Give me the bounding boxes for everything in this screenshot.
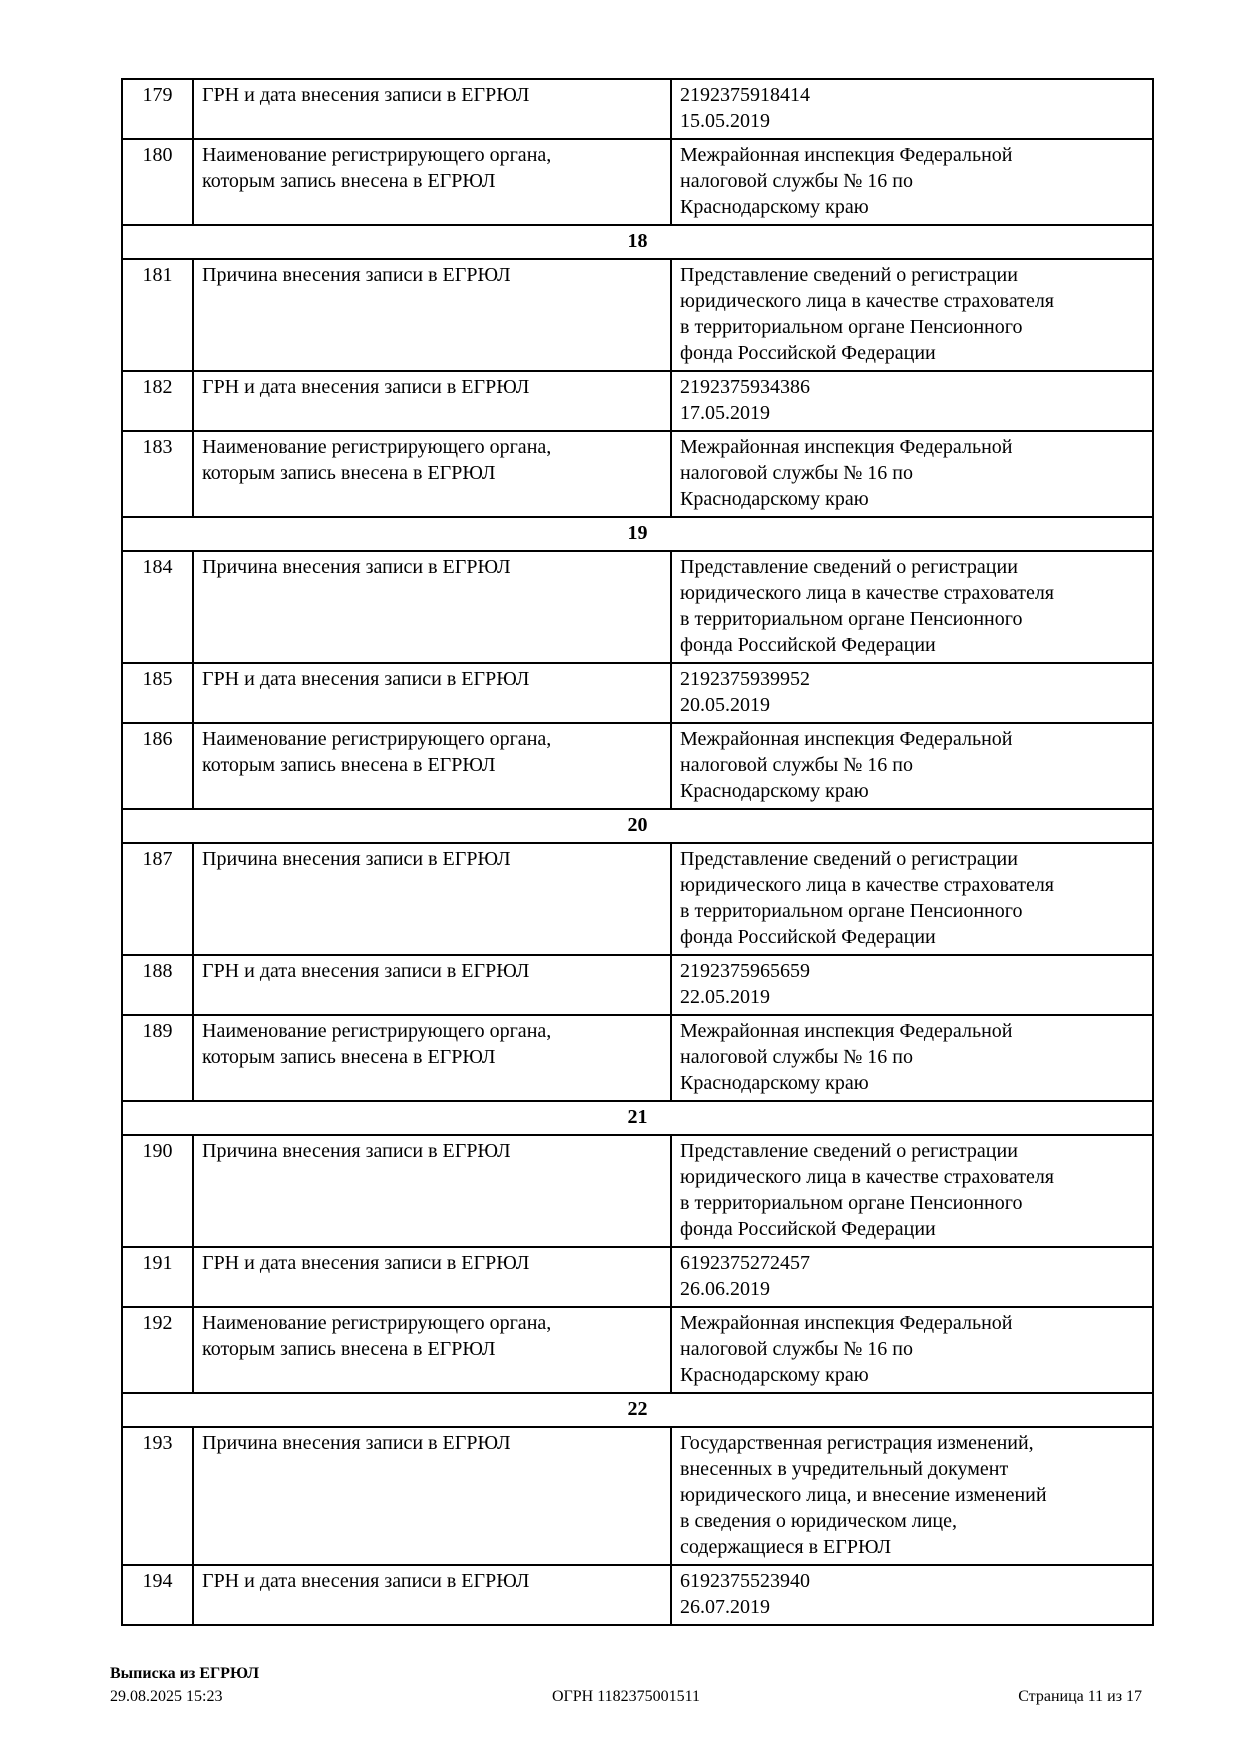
- table-row: [122, 1135, 1153, 1247]
- value-line: налоговой службы № 16 по: [680, 754, 913, 776]
- label-line: Наименование регистрирующего органа,: [202, 144, 552, 166]
- row-value: [671, 843, 1153, 955]
- value-line: 6192375523940: [680, 1570, 810, 1592]
- value-line: Представление сведений о регистрации: [680, 848, 1018, 870]
- value-line: Краснодарскому краю: [680, 196, 869, 218]
- label-line: которым запись внесена в ЕГРЮЛ: [202, 170, 496, 192]
- row-number: 189: [122, 1015, 193, 1101]
- value-line: 15.05.2019: [680, 110, 770, 132]
- section-number-row: [122, 517, 1153, 551]
- table-row: [122, 1247, 1153, 1307]
- value-line: фонда Российской Федерации: [680, 1218, 936, 1240]
- value-line: 22.05.2019: [680, 986, 770, 1008]
- row-label: [193, 663, 671, 723]
- value-line: Представление сведений о регистрации: [680, 556, 1018, 578]
- row-label: [193, 1427, 671, 1565]
- label-line: ГРН и дата внесения записи в ЕГРЮЛ: [202, 376, 530, 398]
- value-line: Межрайонная инспекция Федеральной: [680, 1020, 1013, 1042]
- label-line: Наименование регистрирующего органа,: [202, 1020, 552, 1042]
- row-value: [671, 431, 1153, 517]
- label-line: Причина внесения записи в ЕГРЮЛ: [202, 264, 511, 286]
- row-value: [671, 371, 1153, 431]
- value-line: Межрайонная инспекция Федеральной: [680, 436, 1013, 458]
- row-label: [193, 1565, 671, 1625]
- value-line: в территориальном органе Пенсионного: [680, 1192, 1023, 1214]
- section-number: 20: [122, 809, 1153, 843]
- label-line: ГРН и дата внесения записи в ЕГРЮЛ: [202, 668, 530, 690]
- row-number: 186: [122, 723, 193, 809]
- table-row: [122, 79, 1153, 139]
- row-value: [671, 1565, 1153, 1625]
- table-row: [122, 843, 1153, 955]
- section-number: 21: [122, 1101, 1153, 1135]
- row-number: 184: [122, 551, 193, 663]
- row-number: 190: [122, 1135, 193, 1247]
- label-line: ГРН и дата внесения записи в ЕГРЮЛ: [202, 960, 530, 982]
- row-value: [671, 955, 1153, 1015]
- row-value: [671, 1015, 1153, 1101]
- label-line: которым запись внесена в ЕГРЮЛ: [202, 1046, 496, 1068]
- label-line: которым запись внесена в ЕГРЮЛ: [202, 462, 496, 484]
- value-line: Межрайонная инспекция Федеральной: [680, 1312, 1013, 1334]
- page-footer: [110, 1662, 1142, 1708]
- table-row: [122, 551, 1153, 663]
- row-value: [671, 551, 1153, 663]
- value-line: юридического лица в качестве страхователя: [680, 1166, 1055, 1188]
- row-value: [671, 1427, 1153, 1565]
- label-line: Причина внесения записи в ЕГРЮЛ: [202, 556, 511, 578]
- row-number: 180: [122, 139, 193, 225]
- table-row: [122, 723, 1153, 809]
- value-line: 2192375934386: [680, 376, 810, 398]
- footer-left: [110, 1662, 552, 1708]
- row-value: [671, 139, 1153, 225]
- section-number: 22: [122, 1393, 1153, 1427]
- section-number-row: [122, 225, 1153, 259]
- label-line: Причина внесения записи в ЕГРЮЛ: [202, 1432, 511, 1454]
- value-line: 17.05.2019: [680, 402, 770, 424]
- value-line: юридического лица в качестве страхователя: [680, 582, 1055, 604]
- row-number: 185: [122, 663, 193, 723]
- row-value: [671, 663, 1153, 723]
- value-line: в территориальном органе Пенсионного: [680, 316, 1023, 338]
- value-line: фонда Российской Федерации: [680, 342, 936, 364]
- value-line: 2192375939952: [680, 668, 810, 690]
- row-value: [671, 1247, 1153, 1307]
- value-line: фонда Российской Федерации: [680, 634, 936, 656]
- value-line: юридического лица, и внесение изменений: [680, 1484, 1047, 1506]
- value-line: фонда Российской Федерации: [680, 926, 936, 948]
- label-line: ГРН и дата внесения записи в ЕГРЮЛ: [202, 1570, 530, 1592]
- value-line: налоговой службы № 16 по: [680, 170, 913, 192]
- row-number: 193: [122, 1427, 193, 1565]
- row-label: [193, 259, 671, 371]
- table-row: [122, 955, 1153, 1015]
- label-line: Наименование регистрирующего органа,: [202, 436, 552, 458]
- row-value: [671, 79, 1153, 139]
- row-label: [193, 1247, 671, 1307]
- label-line: Наименование регистрирующего органа,: [202, 728, 552, 750]
- row-number: 179: [122, 79, 193, 139]
- section-number: 19: [122, 517, 1153, 551]
- value-line: Межрайонная инспекция Федеральной: [680, 728, 1013, 750]
- value-line: содержащиеся в ЕГРЮЛ: [680, 1536, 892, 1558]
- row-label: [193, 431, 671, 517]
- label-line: Причина внесения записи в ЕГРЮЛ: [202, 848, 511, 870]
- value-line: 26.06.2019: [680, 1278, 770, 1300]
- label-line: ГРН и дата внесения записи в ЕГРЮЛ: [202, 84, 530, 106]
- row-label: [193, 1307, 671, 1393]
- value-line: налоговой службы № 16 по: [680, 1338, 913, 1360]
- row-label: [193, 723, 671, 809]
- row-label: [193, 843, 671, 955]
- table-row: [122, 259, 1153, 371]
- value-line: налоговой службы № 16 по: [680, 1046, 913, 1068]
- generation-datetime: 29.08.2025 15:23: [110, 1688, 223, 1705]
- value-line: в территориальном органе Пенсионного: [680, 900, 1023, 922]
- table-row: [122, 1565, 1153, 1625]
- row-number: 191: [122, 1247, 193, 1307]
- label-line: Наименование регистрирующего органа,: [202, 1312, 552, 1334]
- value-line: в территориальном органе Пенсионного: [680, 608, 1023, 630]
- value-line: Представление сведений о регистрации: [680, 264, 1018, 286]
- value-line: 2192375965659: [680, 960, 810, 982]
- row-value: [671, 259, 1153, 371]
- row-number: 181: [122, 259, 193, 371]
- row-value: [671, 1135, 1153, 1247]
- table-row: [122, 1427, 1153, 1565]
- egrul-records-table: [121, 78, 1154, 1626]
- value-line: юридического лица в качестве страхователя: [680, 874, 1055, 896]
- value-line: налоговой службы № 16 по: [680, 462, 913, 484]
- value-line: 20.05.2019: [680, 694, 770, 716]
- row-label: [193, 551, 671, 663]
- value-line: 6192375272457: [680, 1252, 810, 1274]
- value-line: Краснодарскому краю: [680, 1072, 869, 1094]
- value-line: Представление сведений о регистрации: [680, 1140, 1018, 1162]
- row-label: [193, 79, 671, 139]
- row-label: [193, 955, 671, 1015]
- value-line: Краснодарскому краю: [680, 488, 869, 510]
- table-row: [122, 1307, 1153, 1393]
- section-number-row: [122, 1393, 1153, 1427]
- row-value: [671, 1307, 1153, 1393]
- row-label: [193, 371, 671, 431]
- label-line: которым запись внесена в ЕГРЮЛ: [202, 754, 496, 776]
- table-row: [122, 139, 1153, 225]
- value-line: Межрайонная инспекция Федеральной: [680, 144, 1013, 166]
- value-line: юридического лица в качестве страхователя: [680, 290, 1055, 312]
- value-line: Государственная регистрация изменений,: [680, 1432, 1034, 1454]
- row-number: 194: [122, 1565, 193, 1625]
- row-number: 192: [122, 1307, 193, 1393]
- row-label: [193, 1015, 671, 1101]
- document-title: Выписка из ЕГРЮЛ: [110, 1665, 260, 1682]
- row-number: 187: [122, 843, 193, 955]
- table-row: [122, 663, 1153, 723]
- section-number: 18: [122, 225, 1153, 259]
- value-line: 2192375918414: [680, 84, 810, 106]
- value-line: 26.07.2019: [680, 1596, 770, 1618]
- row-number: 183: [122, 431, 193, 517]
- row-number: 182: [122, 371, 193, 431]
- value-line: Краснодарскому краю: [680, 1364, 869, 1386]
- label-line: Причина внесения записи в ЕГРЮЛ: [202, 1140, 511, 1162]
- table-row: [122, 371, 1153, 431]
- value-line: в сведения о юридическом лице,: [680, 1510, 957, 1532]
- row-label: [193, 139, 671, 225]
- table-row: [122, 1015, 1153, 1101]
- table-row: [122, 431, 1153, 517]
- row-value: [671, 723, 1153, 809]
- page-number: Страница 11 из 17: [1018, 1688, 1143, 1705]
- label-line: ГРН и дата внесения записи в ЕГРЮЛ: [202, 1252, 530, 1274]
- row-label: [193, 1135, 671, 1247]
- label-line: которым запись внесена в ЕГРЮЛ: [202, 1338, 496, 1360]
- footer-ogrn: ОГРН 1182375001511: [551, 1688, 701, 1705]
- value-line: внесенных в учредительный документ: [680, 1458, 1009, 1480]
- egrul-table-body: [122, 79, 1153, 1625]
- section-number-row: [122, 1101, 1153, 1135]
- value-line: Краснодарскому краю: [680, 780, 869, 802]
- row-number: 188: [122, 955, 193, 1015]
- section-number-row: [122, 809, 1153, 843]
